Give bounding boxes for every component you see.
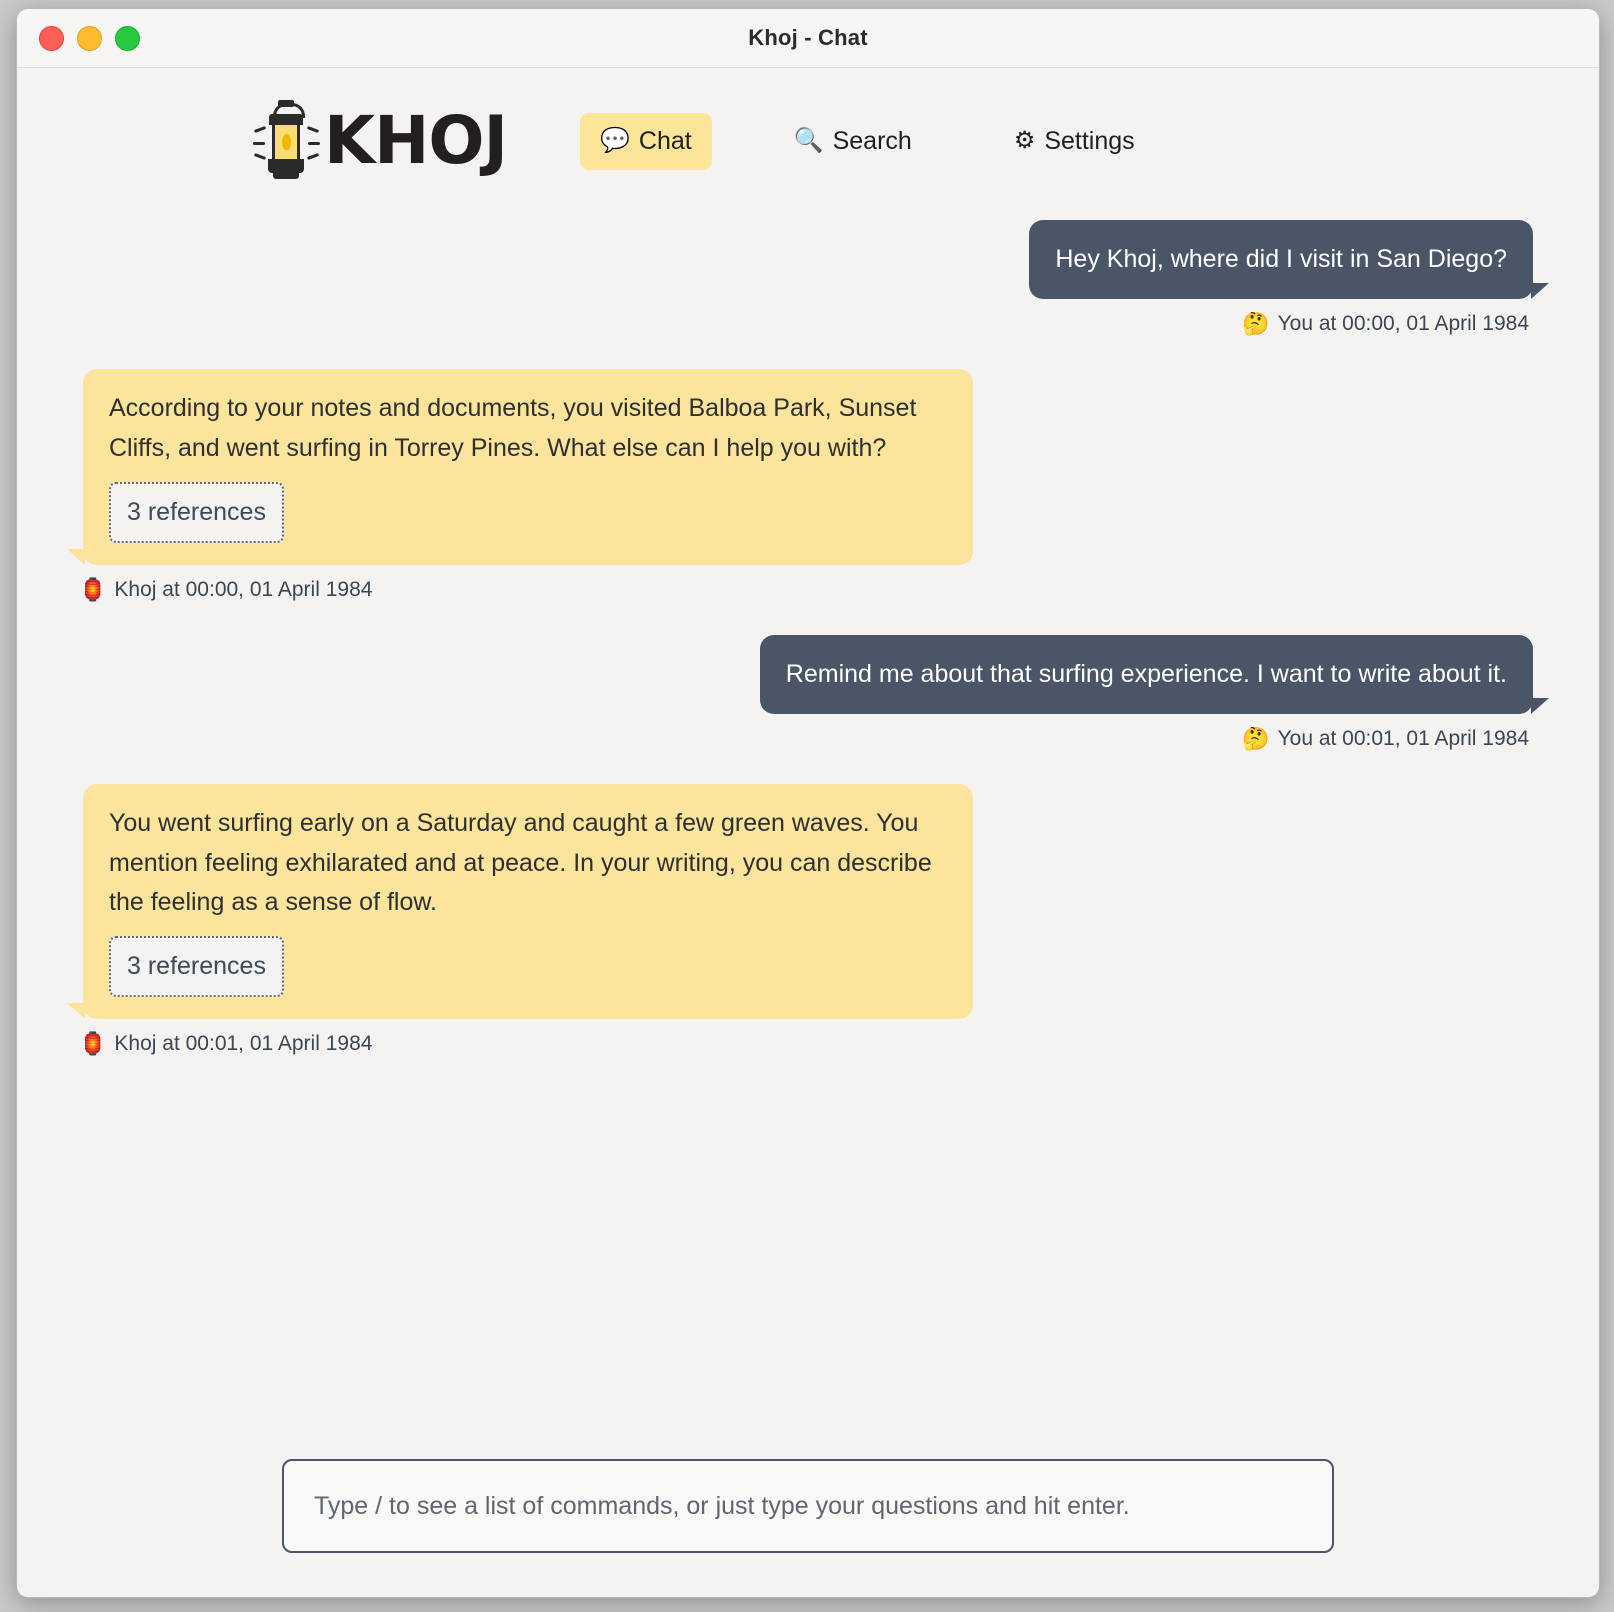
nav-item-chat[interactable] [580, 113, 712, 170]
chat-input[interactable] [282, 1459, 1334, 1553]
app-content [17, 68, 1599, 1597]
transcript-spacer [77, 1089, 1539, 1459]
message-meta [1242, 311, 1539, 337]
message-bubble-assistant [83, 369, 973, 565]
brand-wordmark: KHOJ [324, 102, 508, 179]
message-text: According to your notes and documents, you visited Balboa Park, Sunset Cliffs, and went surfing in Torrey Pines. What else can I help you with? [109, 394, 917, 462]
chat-message [77, 220, 1539, 363]
nav-item-search[interactable] [774, 113, 932, 170]
message-meta-text: Khoj at 00:00, 01 April 1984 [114, 578, 373, 601]
message-meta [77, 577, 372, 603]
chat-message [77, 369, 1539, 629]
main-navigation [580, 113, 1155, 170]
nav-item-search-label: Search [832, 126, 912, 155]
message-meta-text: Khoj at 00:01, 01 April 1984 [114, 1032, 373, 1056]
lantern-emoji-icon: 🏮 [79, 577, 107, 602]
magnifier-icon: 🔍 [793, 127, 824, 154]
nav-item-chat-label: Chat [638, 126, 692, 155]
message-meta [1242, 726, 1539, 752]
chat-transcript [17, 180, 1599, 1459]
thinking-face-icon: 🤔 [1242, 726, 1270, 752]
message-meta-text: You at 00:00, 01 April 1984 [1277, 312, 1529, 336]
window-titlebar [17, 9, 1599, 68]
chat-message [77, 635, 1539, 778]
window-title: Khoj - Chat [748, 25, 868, 50]
brand-logo [260, 98, 560, 184]
references-button[interactable]: 3 references [109, 936, 284, 997]
message-meta [77, 1031, 372, 1057]
gear-icon: ⚙ [1013, 127, 1036, 154]
nav-item-settings[interactable] [994, 113, 1155, 170]
references-button[interactable]: 3 references [109, 482, 284, 543]
nav-item-settings-label: Settings [1044, 126, 1135, 155]
chat-bubble-icon: 💬 [600, 127, 630, 154]
message-bubble-user: Hey Khoj, where did I visit in San Diego? [1029, 220, 1533, 299]
message-bubble-user: Remind me about that surfing experience. I want to write about it. [760, 635, 1533, 714]
lantern-icon [260, 98, 314, 184]
composer-area [17, 1459, 1599, 1597]
message-bubble-assistant [83, 784, 973, 1019]
app-header [17, 68, 1599, 180]
chat-message [77, 784, 1539, 1083]
khoj-chat-window [16, 8, 1600, 1598]
lantern-emoji-icon: 🏮 [79, 1031, 107, 1057]
thinking-face-icon: 🤔 [1242, 311, 1270, 337]
message-meta-text: You at 00:01, 01 April 1984 [1277, 727, 1529, 751]
message-text: You went surfing early on a Saturday and caught a few green waves. You mention feeling exhilarated and at peace. In your writing, you can describe the feeling as a sense of flow. [109, 809, 932, 916]
